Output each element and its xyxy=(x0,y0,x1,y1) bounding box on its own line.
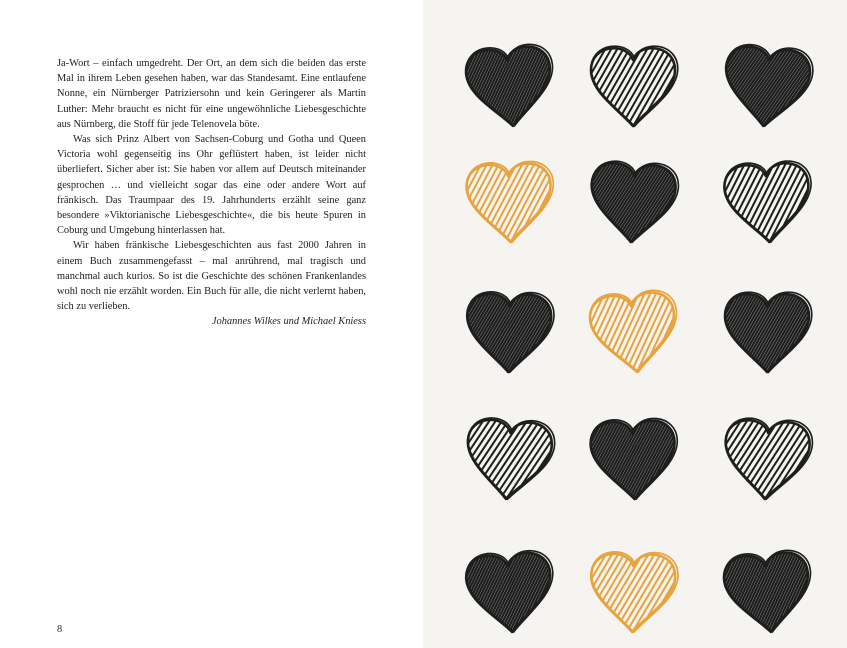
heart-icon-r2-c1 xyxy=(423,145,595,258)
heart-icon-r3-c1 xyxy=(423,275,597,384)
paragraph-3: Wir haben fränkische Liebesgeschichten aus fast 2000 Jahren in einem Buch zusammengefasst – mal anrührend, mal tragisch und manchmal auch kurios. So ist die Geschichte des schönen Frankenlandes wohl noch nie erzählt worden. Ein Buch für alle, die nicht verlernt haben, sich zu verlieben. xyxy=(57,240,366,313)
page-number: 8 xyxy=(57,624,63,635)
paragraph-2: Was sich Prinz Albert von Sachsen-Coburg und Gotha und Queen Victoria wohl gegenseitig ins Ohr geflüstert haben, ist leider nicht überliefert. Sicher aber ist: Sie haben vor allem auf Deutsch miteinander gesprochen … und vielleicht sogar das eine oder andere Wort auf fränkisch. Das Traumpaar des 19. Jahrhunderts erzählt seine ganz besondere »Viktorianische Liebesgeschichte«, die bis heute Spuren in Coburg und Umgebung hinterlassen hat. xyxy=(57,134,366,237)
heart-icon-r1-c1 xyxy=(423,25,600,150)
heart-icon-r1-c3 xyxy=(613,19,847,144)
heart-icon-r5-c1 xyxy=(423,532,600,648)
heart-icon-r4-c1 xyxy=(423,395,596,516)
left-page xyxy=(0,0,423,648)
hearts-illustration xyxy=(423,0,847,648)
author-signature: Johannes Wilkes und Michael Kniess xyxy=(211,316,366,328)
heart-icon-r5-c3 xyxy=(613,531,847,648)
heart-icon-r4-c2 xyxy=(481,402,722,515)
right-page-illustration xyxy=(423,0,847,648)
body-text xyxy=(57,56,366,330)
paragraph-1: Ja-Wort – einfach umgedreht. Der Ort, an dem sich die beiden das erste Mal in ihrem Leben gesehen haben, war das Standesamt. Eine entlaufene Nonne, ein Nürnberger Patriziersohn und kein Geringerer als Martin Luther: Mehr braucht es nicht für eine ungewöhnliche Liebesgeschichte aus Nürnberg, die Stoff für jede Telenovela böte. xyxy=(57,58,366,130)
